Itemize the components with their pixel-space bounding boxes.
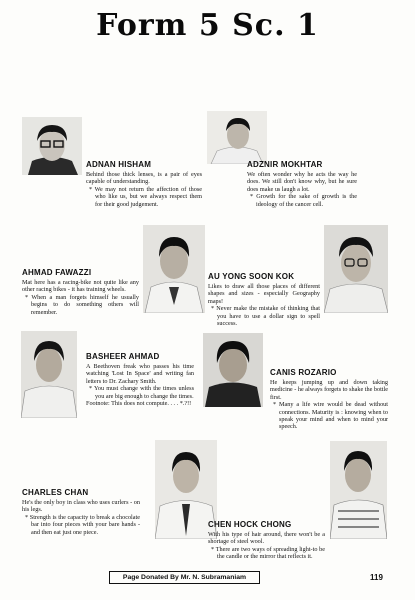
caption-line: He keeps jumping up and down taking medicine - he always forgets to shake the bottle first. bbox=[270, 379, 388, 401]
caption-quote: * When a man forgets himself he usually begins to do something others will remember. bbox=[25, 293, 139, 316]
student-caption bbox=[247, 171, 357, 208]
student-name: AHMAD FAWAZZI bbox=[22, 268, 92, 277]
caption-quote: * There are two ways of spreading light-to be the candle or the mirror that reflects it. bbox=[211, 545, 325, 561]
student-caption bbox=[270, 379, 388, 431]
caption-quote: * Many a life wire would be dead without connections. Maturity is : knowing when to speak your mind and when to mind your speech. bbox=[273, 401, 388, 431]
page-number: 119 bbox=[370, 573, 383, 582]
student-photo bbox=[143, 225, 205, 313]
donation-footer: Page Donated By Mr. N. Subramaniam bbox=[109, 571, 260, 584]
student-name: ADZNIR MOKHTAR bbox=[247, 160, 323, 169]
student-name: CHEN HOCK CHONG bbox=[208, 520, 292, 529]
student-photo bbox=[324, 225, 388, 313]
student-name: ADNAN HISHAM bbox=[86, 160, 152, 169]
caption-quote: * Never make the mistake of thinking that you have to use a dollar sign to spell success. bbox=[211, 305, 320, 328]
student-caption bbox=[208, 283, 320, 327]
caption-line: We often wonder why he acts the way he does. We still don't know why, but he sure does make us laugh a lot. bbox=[247, 171, 357, 193]
student-caption bbox=[22, 499, 140, 536]
caption-line: With his type of hair around, there won't be a shortage of steel wool. bbox=[208, 531, 325, 546]
student-name: BASHEER AHMAD bbox=[86, 352, 160, 361]
student-photo bbox=[330, 441, 387, 539]
student-caption bbox=[86, 363, 194, 407]
caption-line: He's the only boy in class who uses curlers - on his legs. bbox=[22, 499, 140, 514]
student-caption bbox=[208, 531, 325, 561]
student-caption bbox=[22, 279, 139, 316]
caption-line: Likes to draw all those places of different shapes and sizes - especially Geography maps! bbox=[208, 283, 320, 305]
caption-quote: * You must change with the times unless you are big enough to change the times. bbox=[89, 385, 194, 400]
student-photo bbox=[21, 331, 77, 418]
student-photo bbox=[207, 111, 267, 164]
caption-quote: * We may not return the affection of those who like us, but we always respect them for their good judgement. bbox=[89, 185, 202, 208]
caption-footnote: Footnote: This does not compute. . . . *.?!! bbox=[86, 400, 192, 408]
student-name: CHARLES CHAN bbox=[22, 488, 89, 497]
student-name: AU YONG SOON KOK bbox=[208, 272, 295, 281]
caption-line: Mat here has a racing-bike not quite like any other racing bikes - it has training wheels. bbox=[22, 279, 139, 294]
caption-quote: * Growth for the sake of growth is the ideology of the cancer cell. bbox=[250, 193, 357, 208]
student-photo bbox=[22, 117, 82, 175]
caption-line: Behind those thick lenses, is a pair of eyes capable of understanding. bbox=[86, 171, 202, 186]
student-name: CANIS ROZARIO bbox=[270, 368, 337, 377]
student-photo bbox=[203, 333, 263, 407]
caption-quote: * Strength is the capacity to break a chocolate bar into four pieces with your bare hands - and then eat just one piece. bbox=[25, 513, 140, 536]
student-caption bbox=[86, 171, 202, 208]
caption-line: A Beethoven freak who passes his time watching 'Lost In Space' and writing fan letters to Dr. Zachary Smith. bbox=[86, 363, 194, 385]
page-title: Form 5 Sc. 1 bbox=[96, 8, 319, 43]
